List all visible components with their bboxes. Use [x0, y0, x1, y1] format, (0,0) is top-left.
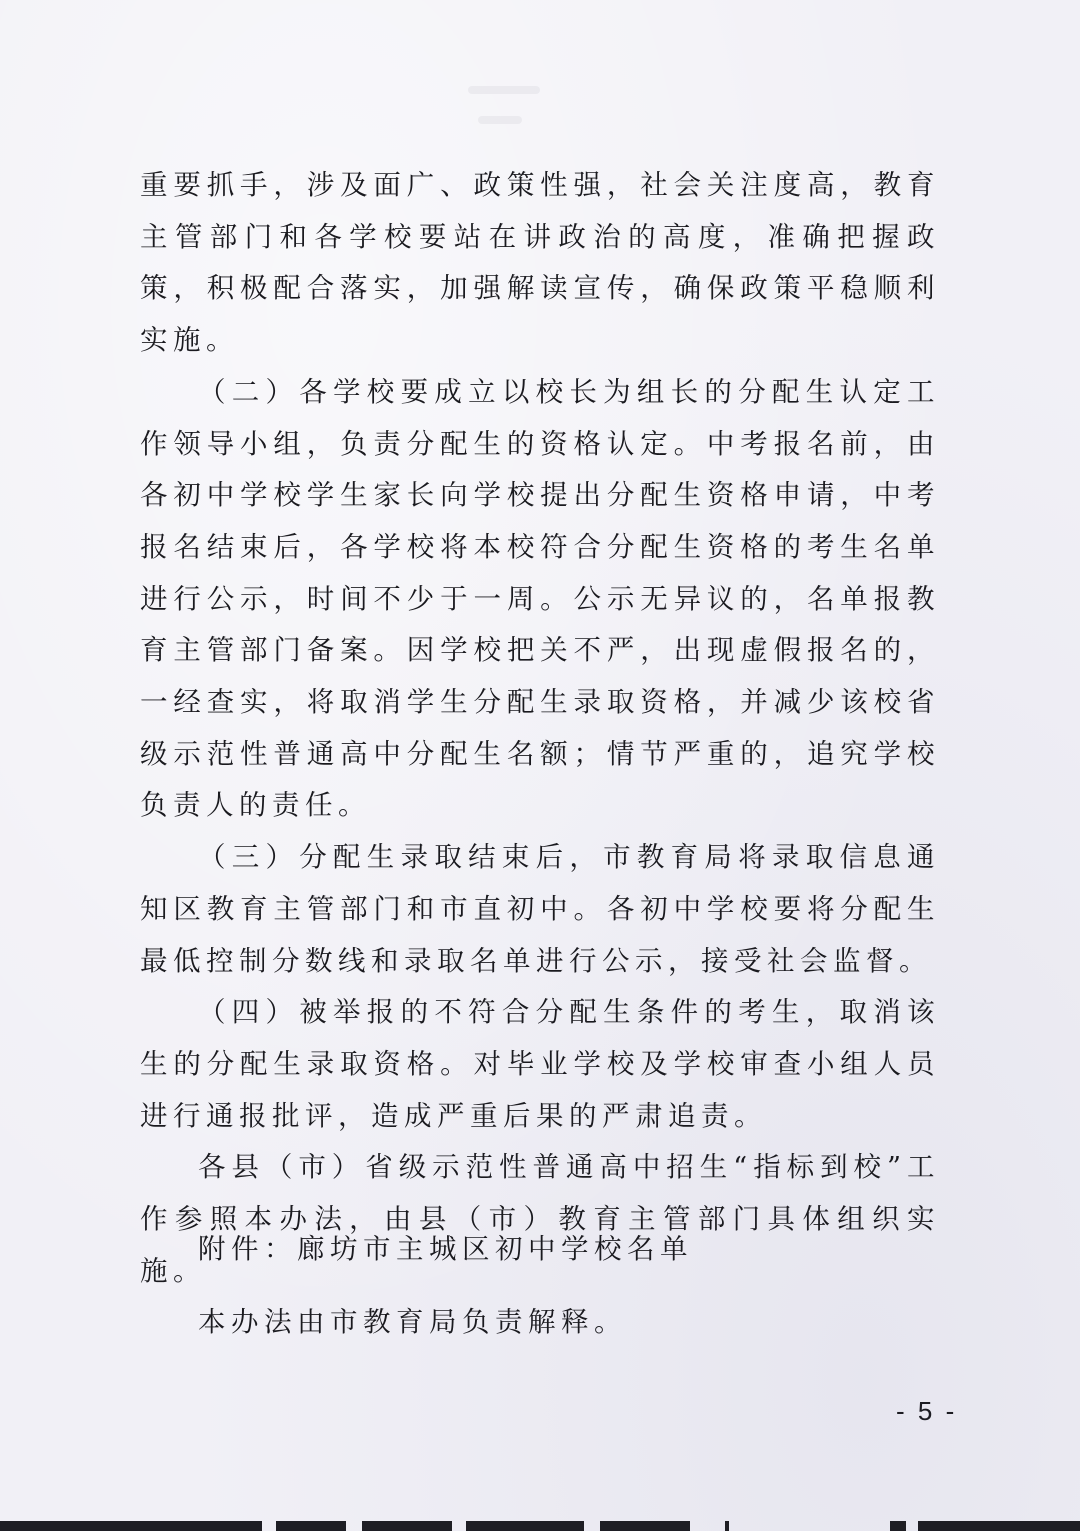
- paragraph-county-reference: 各县（市）省级示范性普通高中招生“指标到校”工作参照本办法，由县（市）教育主管部门具体组织实施。: [140, 1151, 940, 1287]
- paragraph-section-3: （三）分配生录取结束后，市教育局将录取信息通知区教育主管部门和市直初中。各初中学校要将分配生最低控制分数线和录取名单进行公示，接受社会监督。: [140, 841, 940, 977]
- paragraph-interpretation: 本办法由市教育局负责解释。: [198, 1306, 627, 1339]
- paragraph-section-2: （二）各学校要成立以校长为组长的分配生认定工作领导小组，负责分配生的资格认定。中考报名前，由各初中学校学生家长向学校提出分配生资格申请，中考报名结束后，各学校将本校符合分配生资格的考生名单进行公示，时间不少于一周。公示无异议的，名单报教育主管部门备案。因学校把关不严，出现虚假报名的，一经查实，将取消学生分配生录取资格，并减少该校省级示范性普通高中分配生名额；情节严重的，追究学校负责人的责任。: [140, 375, 940, 822]
- attachment-line: 附件：廊坊市主城区初中学校名单: [198, 1233, 693, 1265]
- document-body: [140, 160, 940, 1349]
- paragraph-section-4: （四）被举报的不符合分配生条件的考生，取消该生的分配生录取资格。对毕业学校及学校审查小组人员进行通报批评，造成严重后果的严肃追责。: [140, 996, 940, 1132]
- scan-edge-strip: [0, 1517, 1080, 1531]
- page-number: - 5 -: [896, 1396, 958, 1426]
- paragraph-continuation: 重要抓手，涉及面广、政策性强，社会关注度高，教育主管部门和各学校要站在讲政治的高度，准确把握政策，积极配合落实，加强解读宣传，确保政策平稳顺利实施。: [140, 169, 940, 357]
- faded-header-mark: [478, 116, 522, 124]
- faded-header-mark: [468, 86, 540, 94]
